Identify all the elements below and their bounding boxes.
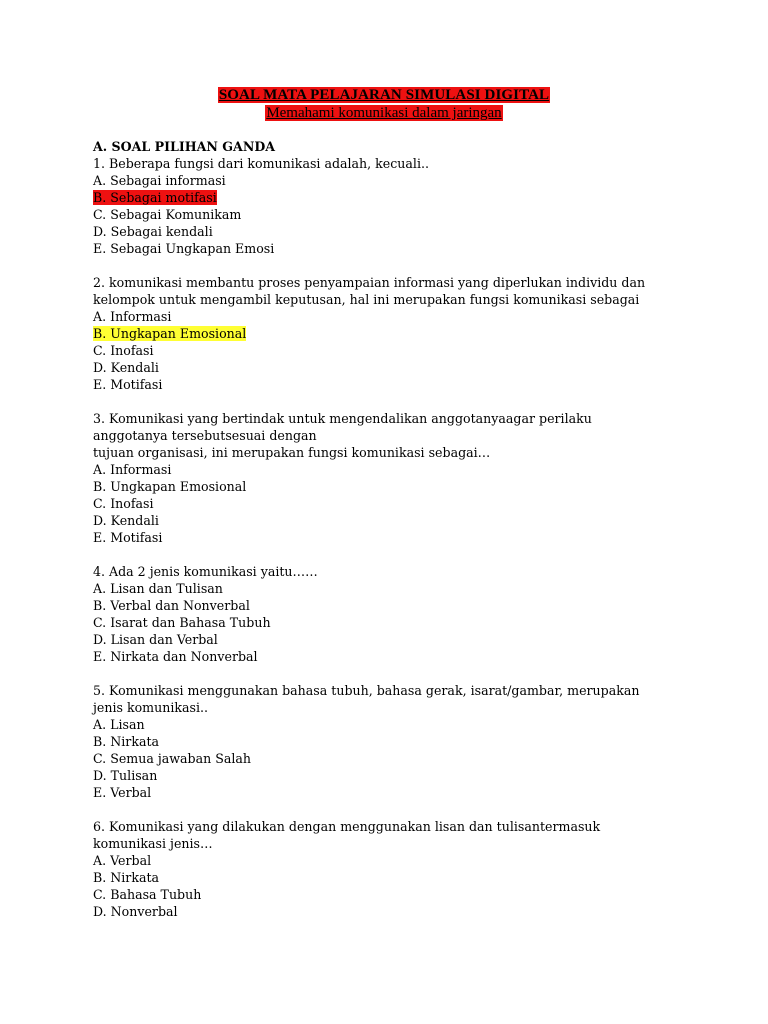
question-text: kelompok untuk mengambil keputusan, hal ini merupakan fungsi komunikasi sebagai: [93, 292, 640, 307]
answer-option: A. Informasi: [93, 462, 172, 477]
answer-option: A. Lisan: [93, 717, 145, 732]
answer-option: E. Sebagai Ungkapan Emosi: [93, 241, 275, 256]
question-text: jenis komunikasi..: [93, 700, 209, 715]
red-highlight: B. Sebagai motifasi: [93, 190, 217, 205]
answer-option: B. Verbal dan Nonverbal: [93, 598, 250, 613]
question-5: [93, 682, 693, 801]
answer-option: A. Lisan dan Tulisan: [93, 581, 223, 596]
section-title: A. SOAL PILIHAN GANDA: [93, 139, 276, 154]
question-3: [93, 410, 693, 546]
answer-option: A. Verbal: [93, 853, 152, 868]
answer-option: D. Sebagai kendali: [93, 224, 213, 239]
answer-option: A. Informasi: [93, 309, 172, 324]
answer-option: D. Lisan dan Verbal: [93, 632, 218, 647]
question-text: 6. Komunikasi yang dilakukan dengan menggunakan lisan dan tulisantermasuk: [93, 819, 601, 834]
paragraph-gap: [93, 665, 693, 682]
answer-option: D. Nonverbal: [93, 904, 178, 919]
document-title-line: [0, 87, 768, 104]
answer-option: B. Ungkapan Emosional: [93, 479, 247, 494]
question-text: tujuan organisasi, ini merupakan fungsi komunikasi sebagai…: [93, 445, 491, 460]
answer-option: B. Nirkata: [93, 734, 160, 749]
paragraph-gap: [93, 801, 693, 818]
answer-option: C. Isarat dan Bahasa Tubuh: [93, 615, 271, 630]
document-subtitle-line: [0, 105, 768, 122]
document-subtitle: Memahami komunikasi dalam jaringan: [266, 105, 502, 121]
answer-option: D. Kendali: [93, 513, 159, 528]
answer-option: C. Bahasa Tubuh: [93, 887, 202, 902]
paragraph-gap: [93, 546, 693, 563]
paragraph-gap: [93, 393, 693, 410]
question-text: 5. Komunikasi menggunakan bahasa tubuh, bahasa gerak, isarat/gambar, merupakan: [93, 683, 640, 698]
answer-option: E. Motifasi: [93, 530, 163, 545]
yellow-highlight: B. Ungkapan Emosional: [93, 326, 247, 341]
question-1: [93, 155, 693, 257]
question-text: anggotanya tersebutsesuai dengan: [93, 428, 317, 443]
question-text: 3. Komunikasi yang bertindak untuk mengendalikan anggotanyaagar perilaku: [93, 411, 592, 426]
answer-option-highlighted: [93, 189, 693, 206]
question-2: [93, 274, 693, 393]
answer-option: E. Motifasi: [93, 377, 163, 392]
answer-option: C. Inofasi: [93, 496, 154, 511]
question-4: [93, 563, 693, 665]
answer-option: B. Nirkata: [93, 870, 160, 885]
answer-option: C. Sebagai Komunikam: [93, 207, 242, 222]
question-text: komunikasi jenis…: [93, 836, 213, 851]
answer-option: E. Nirkata dan Nonverbal: [93, 649, 258, 664]
question-text: 2. komunikasi membantu proses penyampaian informasi yang diperlukan individu dan: [93, 275, 646, 290]
answer-option: C. Inofasi: [93, 343, 154, 358]
document-title: SOAL MATA PELAJARAN SIMULASI DIGITAL: [218, 87, 550, 103]
question-6: [93, 818, 693, 920]
question-text: 1. Beberapa fungsi dari komunikasi adalah, kecuali..: [93, 156, 429, 171]
paragraph-gap: [93, 257, 693, 274]
question-text: 4. Ada 2 jenis komunikasi yaitu……: [93, 564, 318, 579]
answer-option: D. Tulisan: [93, 768, 158, 783]
answer-option-highlighted: [93, 325, 693, 342]
answer-option: E. Verbal: [93, 785, 152, 800]
question-content: [93, 138, 693, 920]
answer-option: C. Semua jawaban Salah: [93, 751, 252, 766]
answer-option: D. Kendali: [93, 360, 159, 375]
answer-option: A. Sebagai informasi: [93, 173, 226, 188]
